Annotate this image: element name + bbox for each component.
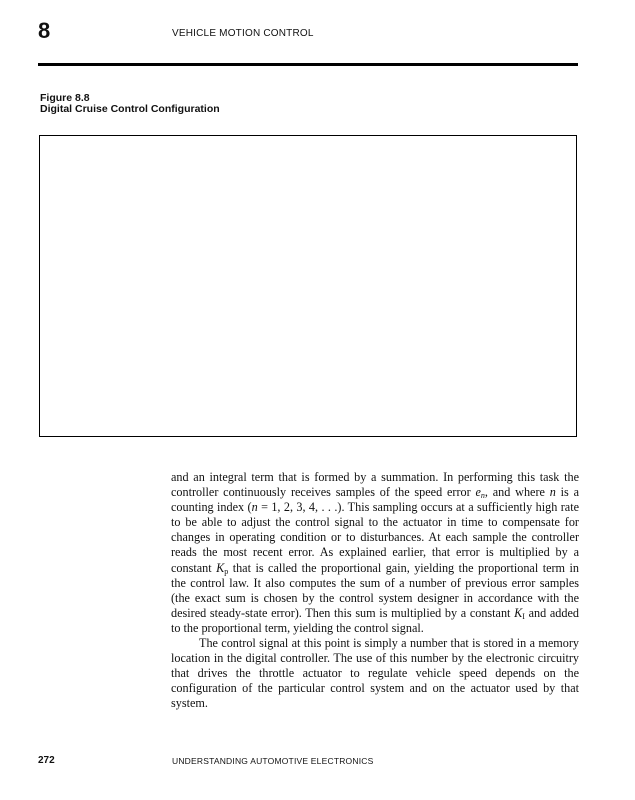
figure-frame: [39, 135, 577, 437]
body-text: [171, 470, 579, 712]
header-rule: [38, 63, 578, 66]
running-footer: UNDERSTANDING AUTOMOTIVE ELECTRONICS: [172, 756, 374, 766]
paragraph: The control signal at this point is simply a number that is stored in a memory location in the digital controller. The use of this number by the electronic circuitry that drives the throttle actuator to regulate vehicle speed depends on the configuration of the particular control system and on the actuator used by that system.: [171, 636, 579, 711]
figure-title: Digital Cruise Control Configuration: [40, 103, 220, 115]
figure-number: Figure 8.8: [40, 92, 90, 104]
paragraph: and an integral term that is formed by a summation. In performing this task the controller continuously receives samples of the speed error $e_n$, and where n is a counting index (n = 1, 2, 3, 4, . . .). This sampling occurs at a sufficiently high rate to be able to adjust the control signal to the actuator in time to compensate for changes in operating condition or to disturbances. At each sample the controller reads the most recent error. As explained earlier, that error is multiplied by a constant $K_p$ that is called the proportional gain, yielding the proportional term in the control law. It also computes the sum of a number of previous error samples (the exact sum is chosen by the control system designer in accordance with the desired steady-state error). Then this sum is multiplied by a constant $K_I$ and added to the proportional term, yielding the control signal.: [171, 470, 579, 635]
running-header: VEHICLE MOTION CONTROL: [172, 28, 314, 39]
page-number: 272: [38, 755, 55, 766]
chapter-number: 8: [38, 18, 51, 43]
